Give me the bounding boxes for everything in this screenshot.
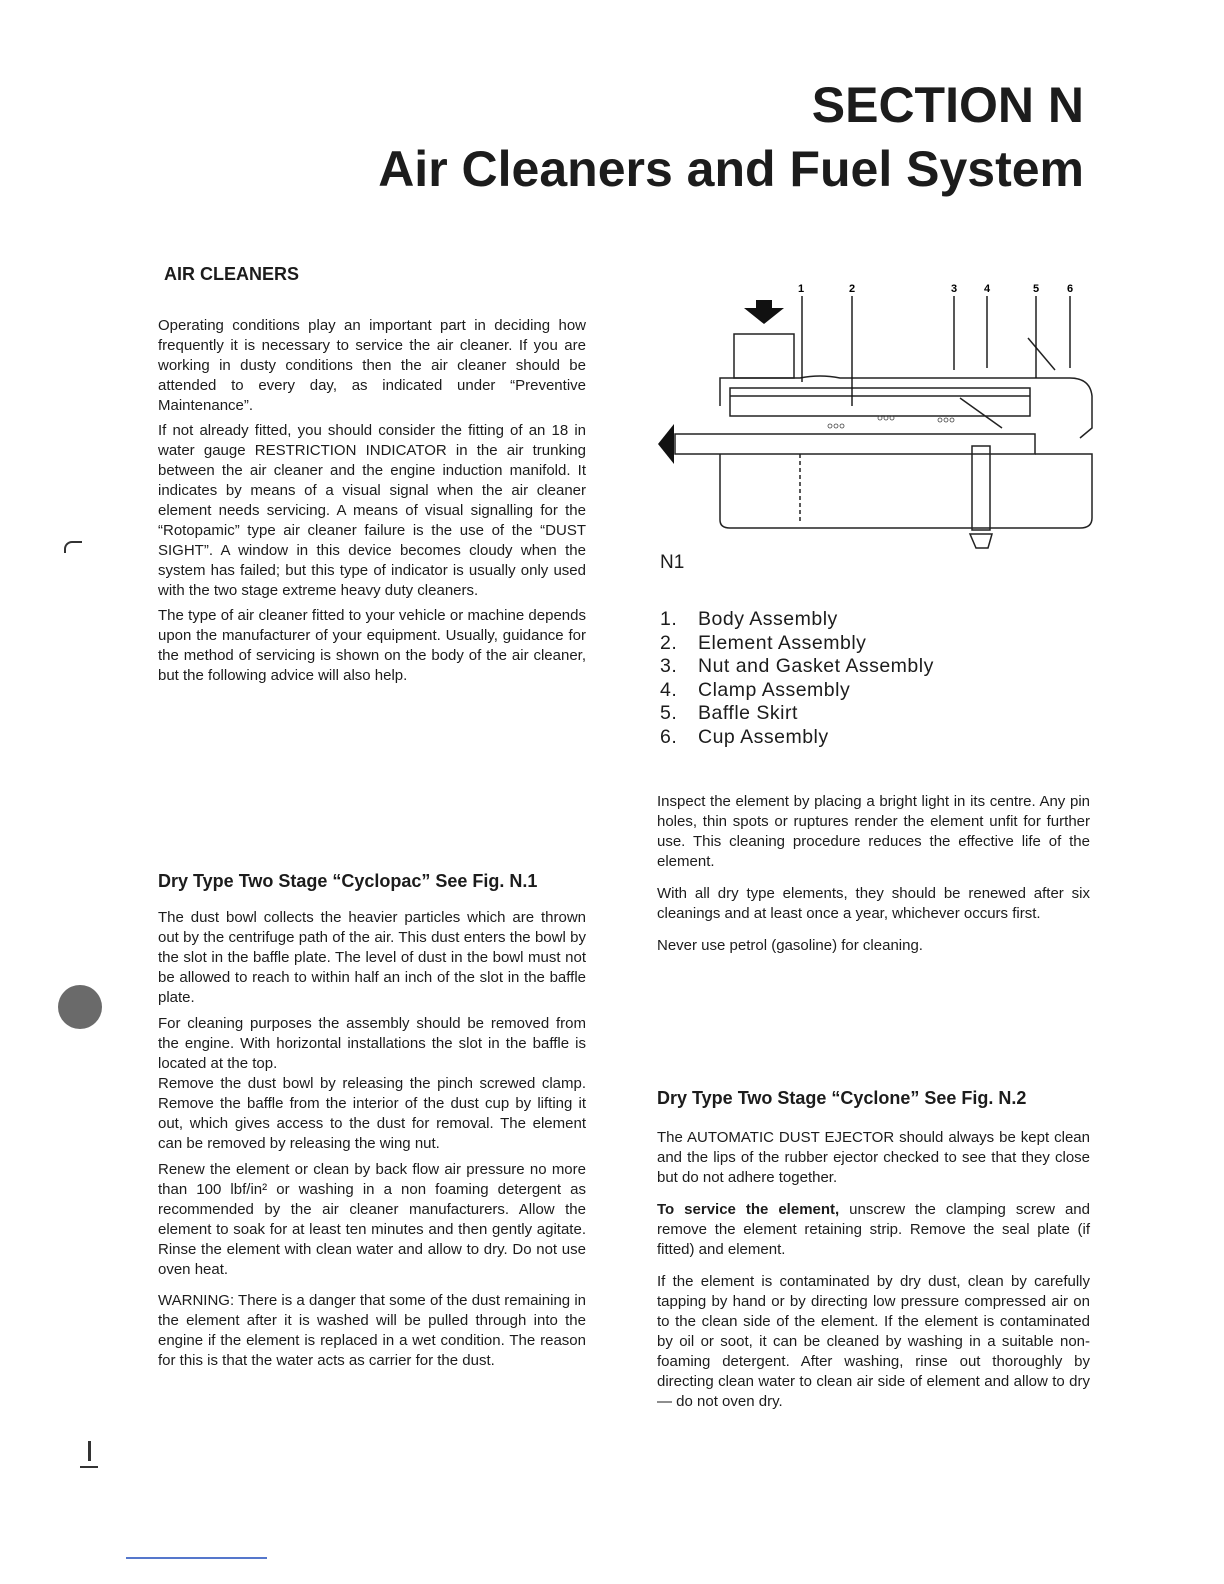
figure-label: N1 [660, 552, 685, 573]
legend-item [660, 655, 934, 679]
cup [970, 534, 992, 548]
element [730, 388, 1030, 416]
outlet-arrow-icon [658, 424, 674, 464]
legend-item [660, 726, 934, 750]
legend-number: 2. [660, 631, 678, 654]
legend-item [660, 679, 934, 703]
legend-text: Element Assembly [698, 631, 867, 654]
paragraph: If not already fitted, you should consider the fitting of an 18 in water gauge RESTRICTION INDICATOR in the air trunking between the air cleaner and the engine induction manifold. It indicates by means of a visual signal when the air cleaner element needs servicing. A means of visual signalling for the “Rotopamic” type air cleaner failure is the use of the “DUST SIGHT”. A window in this device becomes cloudy when the system has failed; but this type of indicator is usually only used with the two stage extreme heavy duty cleaners. [158, 422, 586, 599]
air-cleaners-heading: AIR CLEANERS [164, 264, 300, 284]
legend-item [660, 608, 934, 632]
upper-housing [720, 376, 1092, 438]
binder-hole-mark [58, 985, 102, 1029]
legend-text: Cup Assembly [698, 725, 829, 748]
legend-number: 6. [660, 725, 678, 748]
page-title: Air Cleaners and Fuel System [378, 141, 1084, 197]
paragraph: Remove the dust bowl by releasing the pinch screwed clamp. Remove the baffle from the interior of the dust cup by lifting it out, which gives access to the dust for removal. The element can be removed by releasing the wing nut. [158, 1075, 586, 1152]
paragraph: The dust bowl collects the heavier particles which are thrown out by the centrifuge path of the air. This dust enters the bowl by the slot in the baffle plate. The level of dust in the bowl must not be allowed to reach to within half an inch of the slot in the baffle plate. [158, 909, 586, 1006]
callout-1: 1 [798, 283, 805, 295]
cyclopac-heading: Dry Type Two Stage “Cyclopac” See Fig. N.1 [158, 871, 538, 891]
inlet-pipe [734, 334, 794, 378]
margin-mark [80, 1466, 98, 1468]
baffle-skirt [972, 446, 990, 530]
paragraph: Inspect the element by placing a bright light in its centre. Any pin holes, thin spots or ruptures render the element unfit for further use. This cleaning procedure reduces the effective life of the element. [657, 793, 1090, 870]
outlet-pipe [675, 434, 1035, 454]
legend-text: Clamp Assembly [698, 678, 851, 701]
legend-item [660, 632, 934, 656]
inspect-text [657, 792, 1090, 956]
legend-text: Body Assembly [698, 608, 838, 630]
dust-bowl [720, 454, 1092, 528]
paragraph: If the element is contaminated by dry dust, clean by carefully tapping by hand or by directing low pressure compressed air on to the clean side of the element. If the element is contaminated by oil or soot, it can be cleaned by washing in a suitable non-foaming detergent. After washing, rinse out thoroughly by directing clean water to clean air side of element and allow to dry — do not oven dry. [657, 1273, 1090, 1410]
paragraph: The type of air cleaner fitted to your vehicle or machine depends upon the manufacturer of your equipment. Usually, guidance for the method of servicing is shown on the body of the air cleaner, but the following advice will also help. [158, 607, 586, 684]
footer-rule [126, 1557, 267, 1559]
air-cleaners-text [158, 316, 586, 686]
paragraph: Never use petrol (gasoline) for cleaning. [657, 937, 923, 954]
callout-4: 4 [984, 283, 991, 295]
paragraph: For cleaning purposes the assembly should be removed from the engine. With horizontal installations the slot in the baffle is located at the top. [158, 1015, 586, 1072]
section-label: SECTION N [811, 77, 1084, 133]
callout-6: 6 [1067, 283, 1074, 295]
margin-mark [64, 541, 82, 553]
legend-number: 5. [660, 702, 678, 725]
legend-text: Nut and Gasket Assembly [698, 655, 934, 678]
cyclopac-text [158, 908, 586, 1371]
paragraph [657, 1200, 1090, 1260]
air-cleaner-diagram [650, 278, 1110, 558]
cyclone-text [657, 1128, 1090, 1412]
paragraph: The AUTOMATIC DUST EJECTOR should always be kept clean and the lips of the rubber ejector checked to see that they close but do not adhere together. [657, 1129, 1090, 1186]
service-text: unscrew the clamping screw and remove the element retaining strip. Remove the seal plate (if fitted) and element. [657, 1201, 1090, 1258]
figure-legend [660, 608, 934, 750]
paragraph: Renew the element or clean by back flow air pressure no more than 100 lbf/in² or washing in a non foaming detergent as recommended by the air cleaner manufacturers. Allow the element to soak for at least ten minutes and then gently agitate. Rinse the element with clean water and allow to dry. Do not use oven heat. [158, 1161, 586, 1278]
legend-number: 3. [660, 655, 678, 678]
legend-number: 1. [660, 608, 678, 630]
intake-arrow-icon [744, 308, 784, 324]
warning-paragraph: WARNING: There is a danger that some of the dust remaining in the element after it is washed will be pulled through into the engine if the element is replaced in a wet condition. The reason for this is that the water acts as carrier for the dust. [158, 1292, 586, 1369]
paragraph: Operating conditions play an important part in deciding how frequently it is necessary to service the air cleaner. If you are working in dusty conditions then the air cleaner should be attended to every day, as indicated under “Preventive Maintenance”. [158, 317, 586, 414]
legend-number: 4. [660, 678, 678, 701]
callout-5: 5 [1033, 283, 1040, 295]
cyclone-heading: Dry Type Two Stage “Cyclone” See Fig. N.2 [657, 1088, 1027, 1108]
legend-item [660, 702, 934, 726]
callout-2: 2 [849, 283, 856, 295]
margin-mark [88, 1441, 91, 1461]
legend-text: Baffle Skirt [698, 702, 798, 725]
callout-3: 3 [951, 283, 958, 295]
service-bold-text: To service the element, [657, 1201, 840, 1218]
paragraph: With all dry type elements, they should be renewed after six cleanings and at least once a year, whichever occurs first. [657, 885, 1090, 922]
